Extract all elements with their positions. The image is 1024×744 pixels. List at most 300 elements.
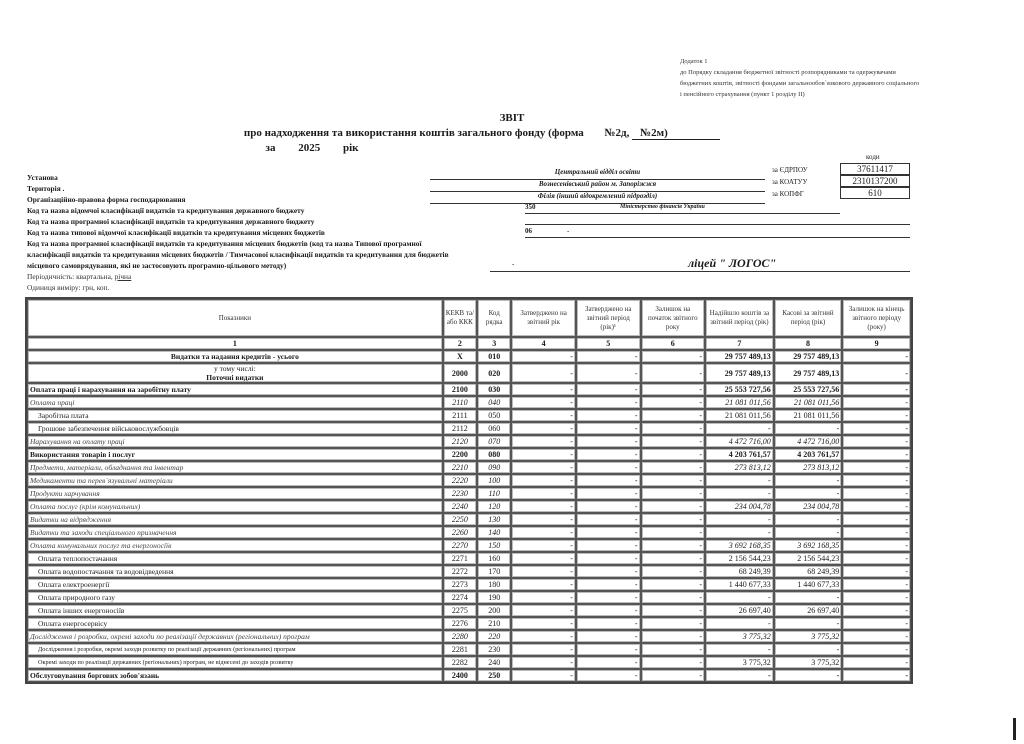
row-code-text: 210 — [488, 619, 501, 628]
row-balance-end-text: - — [905, 502, 908, 511]
row-cash — [774, 552, 843, 565]
kopfg-label: за КОПФГ — [772, 190, 804, 198]
table-row — [27, 409, 911, 422]
row-kekv-text: 2120 — [451, 437, 468, 446]
row-balance-start — [641, 435, 706, 448]
row-approved-year-text: - — [570, 632, 573, 641]
row-kekv-text: 2200 — [451, 450, 468, 459]
row-name — [27, 617, 443, 630]
row-approved-period — [576, 383, 641, 396]
row-received — [705, 513, 774, 526]
table-row — [27, 578, 911, 591]
row-received-text: 3 692 168,35 — [728, 541, 771, 550]
row-name — [27, 526, 443, 539]
row-code-text: 160 — [488, 554, 501, 563]
row-approved-year — [511, 363, 576, 383]
row-name — [27, 363, 443, 383]
form-number-1: №2д, — [604, 127, 630, 139]
field-legal-form: Філія (інший відокремлений підрозділ) — [430, 192, 765, 204]
row-name — [27, 435, 443, 448]
row-name — [27, 396, 443, 409]
row-name — [27, 669, 443, 682]
row-balance-end-text: - — [905, 450, 908, 459]
col-header-balance-end: Залишок на кінець звітного періоду (року) — [842, 299, 911, 337]
row-balance-end-text: - — [905, 489, 908, 498]
row-code-text: 020 — [488, 368, 501, 378]
row-name — [27, 643, 443, 656]
row-kekv-text: 2275 — [451, 606, 468, 615]
row-received-text: 234 004,78 — [734, 502, 771, 511]
row-balance-start — [641, 643, 706, 656]
label-unit: Одиниця виміру: грн, коп. — [27, 283, 110, 292]
table-row — [27, 643, 911, 656]
row-kekv-text: 2276 — [451, 619, 468, 628]
row-code-text: 060 — [488, 424, 501, 433]
row-cash-text: - — [836, 489, 840, 498]
row-name — [27, 513, 443, 526]
row-code — [477, 396, 511, 409]
row-balance-start — [641, 487, 706, 500]
row-approved-year-text: - — [570, 368, 573, 378]
row-kekv-text: 2270 — [451, 541, 468, 550]
row-approved-period — [576, 448, 641, 461]
row-cash-text: 234 004,78 — [803, 502, 840, 511]
row-balance-start — [641, 539, 706, 552]
row-balance-start-text: - — [699, 619, 703, 628]
row-received — [705, 578, 774, 591]
row-approved-period-text: - — [634, 411, 638, 420]
row-kekv — [443, 383, 477, 396]
dept-code: 350 — [525, 203, 536, 211]
row-cash-text: 4 203 761,57 — [797, 450, 840, 459]
row-kekv-text: 2272 — [451, 567, 468, 576]
row-balance-start — [641, 474, 706, 487]
row-approved-year-text: - — [570, 385, 573, 394]
row-approved-year-text: - — [570, 619, 573, 628]
row-approved-period-text: - — [634, 632, 638, 641]
row-code — [477, 487, 511, 500]
label-territory: Територія . — [27, 184, 65, 193]
row-approved-year-text: - — [570, 671, 573, 680]
row-cash — [774, 604, 843, 617]
row-name — [27, 565, 443, 578]
row-balance-end — [842, 591, 911, 604]
row-balance-start — [641, 383, 706, 396]
row-approved-year — [511, 487, 576, 500]
row-approved-period — [576, 474, 641, 487]
row-balance-end — [842, 578, 911, 591]
row-balance-end-text: - — [905, 671, 908, 680]
row-kekv — [443, 617, 477, 630]
field-typical-dept — [525, 226, 910, 238]
row-name — [27, 578, 443, 591]
row-balance-start-text: - — [699, 463, 703, 472]
row-balance-start — [641, 422, 706, 435]
row-balance-end-text: - — [905, 528, 908, 537]
row-kekv — [443, 539, 477, 552]
row-balance-end — [842, 500, 911, 513]
row-cash — [774, 526, 843, 539]
row-received — [705, 500, 774, 513]
row-approved-year-text: - — [570, 658, 573, 667]
row-code-text: 190 — [488, 593, 501, 602]
row-kekv — [443, 448, 477, 461]
row-code — [477, 539, 511, 552]
row-kekv — [443, 578, 477, 591]
row-balance-start — [641, 591, 706, 604]
row-approved-period — [576, 552, 641, 565]
row-received — [705, 552, 774, 565]
row-balance-start — [641, 363, 706, 383]
row-cash-text: 4 472 716,00 — [797, 437, 840, 446]
row-cash — [774, 643, 843, 656]
row-cash-text: - — [836, 593, 840, 602]
row-balance-start — [641, 448, 706, 461]
row-kekv — [443, 409, 477, 422]
row-approved-period-text: - — [634, 593, 638, 602]
row-code — [477, 630, 511, 643]
row-name — [27, 487, 443, 500]
row-received — [705, 435, 774, 448]
institution-name: ліцей " ЛОГОС" — [688, 256, 777, 270]
row-cash-text: - — [836, 619, 840, 628]
row-approved-period-text: - — [634, 489, 638, 498]
row-name-text: Оплата праці і нарахування на заробітну плату — [30, 385, 191, 394]
col-header-row-code: Код рядка — [477, 299, 511, 337]
field-territory: Вознесенівський район м. Запоріжжя — [430, 180, 765, 192]
row-balance-end — [842, 396, 911, 409]
row-balance-end-text: - — [905, 385, 908, 394]
typical-code: 06 — [525, 227, 532, 235]
row-kekv-text: 2000 — [451, 368, 468, 378]
row-kekv-text: X — [457, 352, 463, 361]
row-approved-period-text: - — [634, 437, 638, 446]
annex-text: до Порядку складання бюджетної звітності розпорядниками та одержувачами бюджетних коштів, звітності фондами загальнообов`язкового державного соціального і пенсійного страхування (пункт 1 розділу II) — [680, 69, 920, 98]
row-name — [27, 461, 443, 474]
row-approved-period-text: - — [634, 352, 638, 361]
row-balance-end-text: - — [905, 567, 908, 576]
row-approved-year — [511, 350, 576, 363]
row-cash — [774, 350, 843, 363]
row-received-text: - — [768, 619, 771, 628]
row-name — [27, 383, 443, 396]
annex-note — [680, 56, 920, 100]
row-cash — [774, 448, 843, 461]
row-approved-year-text: - — [570, 502, 573, 511]
row-kekv-text: 2280 — [451, 632, 468, 641]
row-approved-period-text: - — [634, 658, 638, 667]
row-balance-start — [641, 396, 706, 409]
row-balance-start-text: - — [699, 437, 703, 446]
row-balance-start — [641, 565, 706, 578]
row-name-text: Предмети, матеріали, обладнання та інвентар — [30, 463, 184, 472]
row-code — [477, 363, 511, 383]
table-row — [27, 363, 911, 383]
row-approved-year-text: - — [570, 476, 573, 485]
row-received-text: - — [768, 528, 771, 537]
row-received — [705, 526, 774, 539]
row-balance-end-text: - — [905, 463, 908, 472]
row-approved-period — [576, 500, 641, 513]
row-balance-start-text: - — [699, 671, 703, 680]
table-row — [27, 448, 911, 461]
row-code — [477, 643, 511, 656]
row-balance-start-text: - — [699, 580, 703, 589]
row-received-text: 29 757 489,13 — [724, 352, 771, 361]
row-cash — [774, 363, 843, 383]
row-received — [705, 669, 774, 682]
row-approved-year — [511, 396, 576, 409]
col-number: 9 — [842, 337, 911, 350]
row-cash-text: - — [836, 476, 840, 485]
row-kekv — [443, 552, 477, 565]
row-cash — [774, 578, 843, 591]
row-approved-period — [576, 363, 641, 383]
row-cash — [774, 539, 843, 552]
row-balance-start — [641, 350, 706, 363]
row-approved-period — [576, 539, 641, 552]
row-kekv — [443, 474, 477, 487]
table-row — [27, 656, 911, 669]
row-code-text: 110 — [488, 489, 500, 498]
row-received — [705, 474, 774, 487]
subtitle-text: про надходження та використання коштів загального фонду (форма — [243, 127, 584, 139]
row-approved-period — [576, 643, 641, 656]
koatuu-label: за КОАТУУ — [772, 178, 808, 186]
field-prog-class-local — [490, 256, 910, 272]
row-balance-end — [842, 656, 911, 669]
row-balance-end — [842, 604, 911, 617]
row-code-text: 250 — [488, 671, 501, 680]
row-approved-year-text: - — [570, 593, 573, 602]
row-received-text: 1 440 677,33 — [728, 580, 771, 589]
row-cash — [774, 617, 843, 630]
row-cash-text: - — [836, 528, 840, 537]
row-approved-year — [511, 669, 576, 682]
row-received-text: 26 697,40 — [738, 606, 771, 615]
row-balance-end-text: - — [905, 476, 908, 485]
row-name-text: Окремі заходи по реалізації державних (регіональних) програм, не віднесені до заходів розвитку — [38, 659, 294, 666]
row-balance-start-text: - — [699, 658, 703, 667]
row-balance-end — [842, 409, 911, 422]
row-balance-end — [842, 643, 911, 656]
row-name — [27, 604, 443, 617]
row-balance-start-text: - — [699, 567, 703, 576]
row-received — [705, 409, 774, 422]
report-title: ЗВІТ — [499, 112, 525, 124]
row-kekv-text: 2400 — [451, 671, 468, 680]
row-balance-end-text: - — [905, 411, 908, 420]
row-name-text: Видатки та заходи спеціального призначення — [30, 528, 177, 537]
row-approved-period — [576, 435, 641, 448]
row-balance-end — [842, 539, 911, 552]
row-balance-start-text: - — [699, 411, 703, 420]
row-code — [477, 383, 511, 396]
row-approved-year — [511, 422, 576, 435]
label-prog-class-state: Код та назва програмної класифікації видатків та кредитування державного бюджету — [27, 217, 315, 226]
col-number: 1 — [27, 337, 443, 350]
row-name — [27, 630, 443, 643]
report-period — [0, 142, 824, 154]
row-code-text: 220 — [488, 632, 501, 641]
row-approved-year — [511, 383, 576, 396]
col-header-approved-year: Затверджено на звітний рік — [511, 299, 576, 337]
row-approved-year — [511, 630, 576, 643]
row-cash — [774, 396, 843, 409]
row-balance-start — [641, 552, 706, 565]
row-code — [477, 565, 511, 578]
row-approved-year — [511, 656, 576, 669]
row-received — [705, 350, 774, 363]
row-approved-year — [511, 552, 576, 565]
row-balance-start — [641, 578, 706, 591]
row-cash-text: - — [836, 515, 840, 524]
row-approved-period-text: - — [634, 580, 638, 589]
row-approved-period — [576, 422, 641, 435]
row-approved-year-text: - — [570, 645, 573, 654]
report-year: 2025 — [298, 142, 321, 154]
row-code-text: 240 — [488, 658, 501, 667]
annex-title: Додаток 1 — [680, 58, 708, 65]
dept-name: Міністерство фінансів України — [620, 204, 705, 210]
row-received-text: - — [768, 645, 771, 654]
row-cash-text: 21 081 011,56 — [793, 398, 840, 407]
row-received — [705, 448, 774, 461]
row-received — [705, 617, 774, 630]
row-approved-period-text: - — [634, 606, 638, 615]
row-balance-start-text: - — [699, 606, 703, 615]
row-balance-end-text: - — [905, 424, 908, 433]
row-received-text: 68 249,39 — [738, 567, 771, 576]
table-row — [27, 617, 911, 630]
table-row — [27, 422, 911, 435]
row-name — [27, 409, 443, 422]
row-approved-year-text: - — [570, 515, 573, 524]
row-code — [477, 604, 511, 617]
row-balance-end-text: - — [905, 658, 908, 667]
label-institution: Установа — [27, 173, 58, 182]
row-name — [27, 500, 443, 513]
table-row — [27, 565, 911, 578]
row-kekv-text: 2112 — [452, 424, 468, 433]
row-approved-period — [576, 591, 641, 604]
row-name-text: Дослідження і розробки, окремі заходи розвитку по реалізації державних (регіональних) програм — [38, 646, 296, 653]
typical-dash: - — [567, 227, 570, 235]
col-number: 8 — [774, 337, 843, 350]
row-name-text: Оплата природного газу — [38, 593, 115, 602]
row-balance-end — [842, 474, 911, 487]
row-balance-start-text: - — [699, 593, 703, 602]
row-kekv-text: 2250 — [451, 515, 468, 524]
row-name — [27, 422, 443, 435]
row-received — [705, 461, 774, 474]
row-kekv — [443, 669, 477, 682]
row-received-text: 21 081 011,56 — [724, 411, 771, 420]
row-approved-year — [511, 526, 576, 539]
row-cash-text: 26 697,40 — [807, 606, 840, 615]
row-kekv-text: 2100 — [451, 385, 468, 394]
row-cash-text: 29 757 489,13 — [793, 368, 840, 378]
row-approved-period-text: - — [634, 528, 638, 537]
row-approved-period-text: - — [634, 502, 638, 511]
row-kekv — [443, 604, 477, 617]
row-cash-text: 1 440 677,33 — [797, 580, 840, 589]
row-balance-end — [842, 461, 911, 474]
row-cash — [774, 565, 843, 578]
row-approved-period-text: - — [634, 368, 638, 378]
row-approved-year — [511, 448, 576, 461]
row-received-text: - — [768, 515, 771, 524]
row-approved-year — [511, 565, 576, 578]
row-approved-year-text: - — [570, 580, 573, 589]
col-header-received: Надійшло коштів за звітний період (рік) — [705, 299, 774, 337]
row-kekv-text: 2273 — [451, 580, 468, 589]
row-name-text: Оплата водопостачання та водовідведення — [38, 567, 174, 576]
row-code — [477, 578, 511, 591]
row-balance-end — [842, 526, 911, 539]
row-received — [705, 487, 774, 500]
row-received — [705, 422, 774, 435]
row-approved-year-text: - — [570, 450, 573, 459]
row-kekv — [443, 435, 477, 448]
row-balance-start-text: - — [699, 632, 703, 641]
table-row — [27, 591, 911, 604]
row-approved-year — [511, 578, 576, 591]
row-cash — [774, 435, 843, 448]
edrpou-label: за ЄДРПОУ — [772, 166, 808, 174]
period-suffix: рік — [342, 142, 359, 154]
row-balance-start — [641, 656, 706, 669]
table-row — [27, 474, 911, 487]
row-kekv — [443, 630, 477, 643]
row-balance-end-text: - — [905, 606, 908, 615]
table-row — [27, 630, 911, 643]
row-balance-end — [842, 383, 911, 396]
row-name-prefix: у тому числі: — [213, 364, 256, 373]
row-code — [477, 617, 511, 630]
row-received — [705, 396, 774, 409]
row-balance-end-text: - — [905, 437, 908, 446]
row-balance-start-text: - — [699, 502, 703, 511]
row-cash — [774, 409, 843, 422]
row-approved-year — [511, 643, 576, 656]
field-institution: Центральний відділ освіти — [430, 168, 765, 180]
row-balance-start-text: - — [699, 476, 703, 485]
row-approved-period-text: - — [634, 424, 638, 433]
row-code-text: 040 — [488, 398, 501, 407]
row-balance-end — [842, 513, 911, 526]
row-received — [705, 363, 774, 383]
row-balance-end — [842, 617, 911, 630]
table-header-row — [27, 299, 911, 337]
row-balance-start-text: - — [699, 398, 703, 407]
row-code-text: 010 — [488, 352, 501, 361]
label-legal-form: Організаційно-правова форма господарювання — [27, 195, 186, 204]
row-received-text: 4 203 761,57 — [728, 450, 771, 459]
row-name-text: Продукти харчування — [30, 489, 100, 498]
row-approved-year-text: - — [570, 411, 573, 420]
row-received — [705, 604, 774, 617]
row-code — [477, 474, 511, 487]
row-name — [27, 656, 443, 669]
row-approved-period — [576, 604, 641, 617]
row-code-text: 140 — [488, 528, 501, 537]
row-kekv-text: 2230 — [451, 489, 468, 498]
row-received — [705, 630, 774, 643]
row-balance-start-text: - — [699, 528, 703, 537]
row-cash — [774, 500, 843, 513]
row-received-text: 4 472 716,00 — [728, 437, 771, 446]
